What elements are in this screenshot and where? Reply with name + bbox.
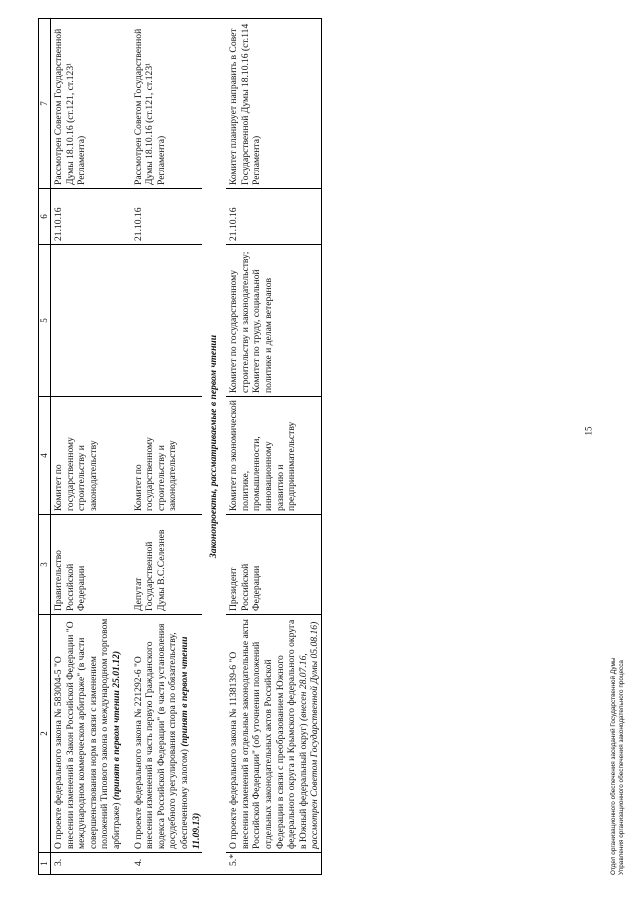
- bill-note: (принят в первом чтении 25.01.12): [110, 650, 122, 801]
- bill-title: О проекте федерального закона № 1138139-6: [228, 665, 240, 849]
- date: 21.10.16: [51, 189, 123, 245]
- co-committee: [131, 245, 203, 397]
- footer: [610, 658, 625, 876]
- column-header: 4: [39, 397, 51, 515]
- footer-line: Управления организационного обеспечения законодательного процесса: [617, 660, 625, 875]
- page-number: 15: [583, 426, 594, 436]
- bill-title: О проекте федерального закона № 583004-5: [53, 669, 64, 849]
- table-row: [51, 19, 123, 875]
- bill-note: (принят в первом чтении 11.09.13): [178, 636, 202, 849]
- date: 21.10.16: [226, 189, 321, 245]
- bill-description: [226, 615, 321, 853]
- table-row: [226, 19, 321, 875]
- bill-description: [131, 615, 203, 853]
- date: 21.10.16: [131, 189, 203, 245]
- status: Рассмотрен Советом Государственной Думы 18.10.16 (ст.121, ст.123¹ Регламента): [51, 19, 123, 189]
- table-row: [131, 19, 203, 875]
- column-header: 1: [39, 853, 51, 875]
- row-number: 3.: [51, 853, 123, 875]
- initiator: Президент Российской Федерации: [226, 515, 321, 615]
- column-header: 5: [39, 245, 51, 397]
- responsible-committee: Комитет по государственному строительству и законодательству: [51, 397, 123, 515]
- bill-description: [51, 615, 123, 853]
- status: Рассмотрен Советом Государственной Думы 18.10.16 (ст.121, ст.123¹ Регламента): [131, 19, 203, 189]
- row-number: 5.*: [226, 853, 321, 875]
- column-header: 3: [39, 515, 51, 615]
- column-header: 2: [39, 615, 51, 853]
- initiator: Депутат Государственной Думы В.С.Селезнев: [131, 515, 203, 615]
- row-number: 4.: [131, 853, 203, 875]
- section-row: [202, 19, 226, 875]
- bill-note: (внесен 28.07.16, рассмотрен Советом Государственной Думы 05.08.16): [297, 621, 321, 849]
- responsible-committee: Комитет по экономической политике, промышленности, инновационному развитию и предпринимательству: [226, 397, 321, 515]
- initiator: Правительство Российской Федерации: [51, 515, 123, 615]
- bill-title: О проекте федерального закона № 221292-6: [132, 669, 144, 849]
- column-header: 6: [39, 189, 51, 245]
- responsible-committee: Комитет по государственному строительству и законодательству: [131, 397, 203, 515]
- column-number-row: [39, 19, 51, 875]
- bill-body: "О внесении изменений в Закон Российской Федерации "О международном коммерческом арбитраже" (в части совершенствования норм в связи с изменением положений Типового закона о международном торговом арбитраже): [53, 618, 122, 849]
- status: Комитет планирует направить в Совет Государственной Думы 18.10.16 (ст.114 Регламента): [226, 19, 321, 189]
- column-header: 7: [39, 19, 51, 189]
- agenda-table: [38, 18, 322, 875]
- bill-body: "О внесении изменений в часть первую Гражданского кодекса Российской Федерации" (в части установления досудебного урегулирования спора по обязательству, обеспеченному залогом): [132, 623, 190, 849]
- footer-line: Отдел организационного обеспечения заседаний Государственной Думы: [610, 657, 617, 875]
- co-committee: [51, 245, 123, 397]
- bill-body: "О внесении изменений в отдельные законодательные акты Российской Федерации" (об уточнении положений отдельных законодательных актов Российской Федерации в связи с преобразованием Южного федерального округа и Крымского федерального округа в Южный федеральный округ): [228, 619, 309, 849]
- section-heading: Законопроекты, рассматриваемые в первом чтении: [202, 19, 226, 875]
- co-committee: Комитет по государственному строительству и законодательству; Комитет по труду, социальной политике и делам ветеранов: [226, 245, 321, 397]
